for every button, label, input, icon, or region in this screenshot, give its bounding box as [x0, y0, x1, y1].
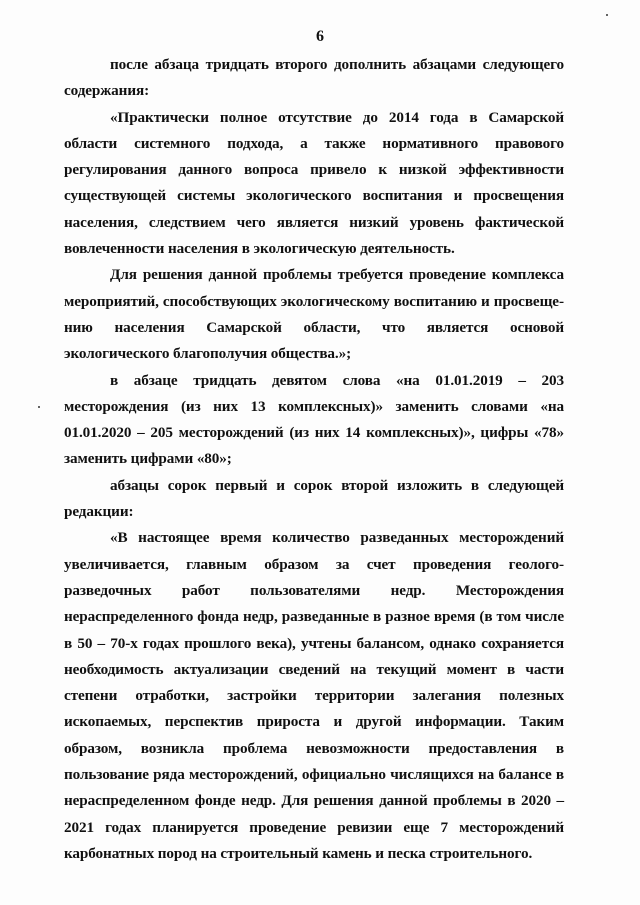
paragraph-quote-problem: «Практически полное отсутствие до 2014 года в Самарской области системного подхода, а также нормативного правового регулирования данного вопроса привело к низкой эффективности существующей системы экологического воспитания и просвещения населения, следствием чего является низкий уровень фактической вовлеченности населения в экологическую деятельность.: [64, 108, 564, 258]
paragraph-quote-deposits: «В настоящее время количество разведанных месторождений увеличивается, главным образом за счет проведения геолого-разведочных работ пользователями недр. Месторождения нераспределенного фонда недр, разведанные в разное время (в том числе в 50 – 70-х годах прошлого века), учтены балансом, однако сохраняется необходимость актуализации сведений на текущий момент в части степени отработки, застройки территории залегания полезных ископаемых, перспектив прироста и другой информации. Таким образом, возникла проблема невозможности предоставления в пользование ряда месторождений, официально числящихся на балансе в нераспределенном фонде недр. Для решения данной проблемы в 2020 – 2021 годах планируется проведение ревизии еще 7 месторождений карбонатных пород на строительный камень и песка строительного.: [64, 529, 564, 862]
scan-speck: [38, 406, 40, 408]
document-body: [64, 52, 564, 867]
paragraph-amendment-39: в абзаце тридцать девятом слова «на 01.01.2019 – 203 месторождения (из них 13 комплексных)» заменить словами «на 01.01.2020 – 205 месторождений (из них 14 комплексных)», цифры «78» заменить цифрами «80»;: [64, 371, 564, 468]
paragraph-amendment-41-42: абзацы сорок первый и сорок второй изложить в следующей редакции:: [64, 476, 564, 521]
paragraph-intro: после абзаца тридцать второго дополнить абзацами следующего содержания:: [64, 56, 564, 100]
page-number: 6: [316, 28, 324, 45]
paragraph-quote-solution: Для решения данной проблемы требуется проведение комплекса мероприятий, способствующих экологическому воспитанию и просвещению населения Самарской области, что является основой экологического благополучия общества.»;: [64, 266, 564, 363]
scan-speck: [606, 14, 608, 16]
